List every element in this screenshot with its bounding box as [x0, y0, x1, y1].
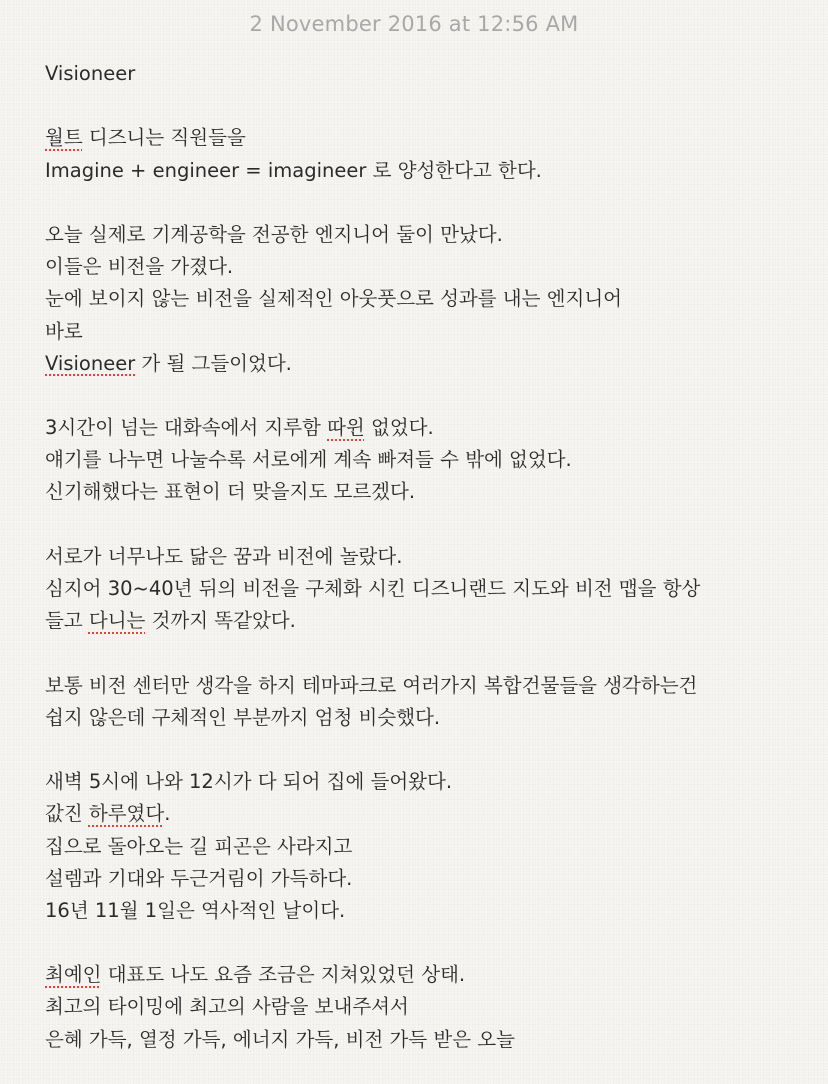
- misspelled-word[interactable]: 월트: [45, 126, 83, 150]
- blank-line: [45, 927, 820, 959]
- note-timestamp: 2 November 2016 at 12:56 AM: [249, 12, 579, 36]
- text-span: 값진: [45, 802, 89, 826]
- text-line: [45, 798, 820, 830]
- text-line: 16년 11월 1일은 역사적인 날이다.: [45, 898, 346, 922]
- text-span: 3시간이 넘는 대화속에서 지루함: [45, 416, 328, 440]
- blank-line: [45, 90, 820, 122]
- blank-line: [45, 637, 820, 669]
- text-line: 바로: [45, 319, 83, 343]
- text-line: 얘기를 나누면 나눌수록 서로에게 계속 빠져들 수 밖에 없었다.: [45, 448, 572, 472]
- text-span: .: [164, 802, 171, 826]
- text-line: 보통 비전 센터만 생각을 하지 테마파크로 여러가지 복합건물들을 생각하는건: [45, 673, 698, 697]
- text-span: 가 될 그들이었다.: [135, 351, 292, 375]
- blank-line: [45, 509, 820, 541]
- misspelled-word[interactable]: 다니는: [88, 609, 146, 633]
- text-line: 눈에 보이지 않는 비전을 실제적인 아웃풋으로 성과를 내는 엔지니어: [45, 287, 623, 311]
- note-title: Visioneer: [45, 62, 136, 85]
- misspelled-word[interactable]: 따윈: [327, 416, 365, 440]
- blank-line: [45, 380, 820, 412]
- text-line: 최고의 타이밍에 최고의 사람을 보내주셔서: [45, 995, 409, 1019]
- text-line: Imagine + engineer = imagineer 로 양성한다고 한다.: [45, 158, 542, 182]
- note-body[interactable]: [45, 58, 820, 1056]
- text-line: 서로가 너무나도 닮은 꿈과 비전에 놀랐다.: [45, 544, 403, 568]
- text-span: 대표도 나도 요즘 조금은 지쳐있었던 상태.: [101, 963, 466, 987]
- text-line: 이들은 비전을 가졌다.: [45, 255, 234, 279]
- text-line: 은혜 가득, 열정 가득, 에너지 가득, 비전 가득 받은 오늘: [45, 1027, 515, 1051]
- text-span: 것까지 똑같았다.: [145, 609, 296, 633]
- text-line: 오늘 실제로 기계공학을 전공한 엔지니어 둘이 만났다.: [45, 222, 503, 246]
- text-line: [45, 412, 820, 444]
- misspelled-word[interactable]: 최예인: [45, 963, 102, 987]
- text-line: [45, 348, 820, 380]
- text-line: 심지어 30~40년 뒤의 비전을 구체화 시킨 디즈니랜드 지도와 비전 맵을 항상: [45, 577, 701, 600]
- text-span: 없었다.: [364, 416, 434, 440]
- text-span: 디즈니는 직원들을: [82, 126, 246, 150]
- misspelled-word[interactable]: 하루였다: [88, 802, 165, 826]
- text-line: 집으로 돌아오는 길 피곤은 사라지고: [45, 834, 353, 858]
- text-line: 쉽지 않은데 구체적인 부분까지 엄청 비슷했다.: [45, 705, 441, 729]
- text-line: [45, 959, 820, 991]
- text-line: [45, 122, 820, 154]
- text-line: [45, 605, 820, 637]
- text-line: 신기해했다는 표현이 더 맞을지도 모르겠다.: [45, 480, 416, 504]
- text-span: 들고: [45, 609, 89, 633]
- blank-line: [45, 187, 820, 219]
- misspelled-word[interactable]: Visioneer: [45, 351, 136, 375]
- text-line: 설렘과 기대와 두근거림이 가득하다.: [45, 866, 353, 890]
- text-line: 새벽 5시에 나와 12시가 다 되어 집에 들어왔다.: [45, 770, 453, 794]
- blank-line: [45, 734, 820, 766]
